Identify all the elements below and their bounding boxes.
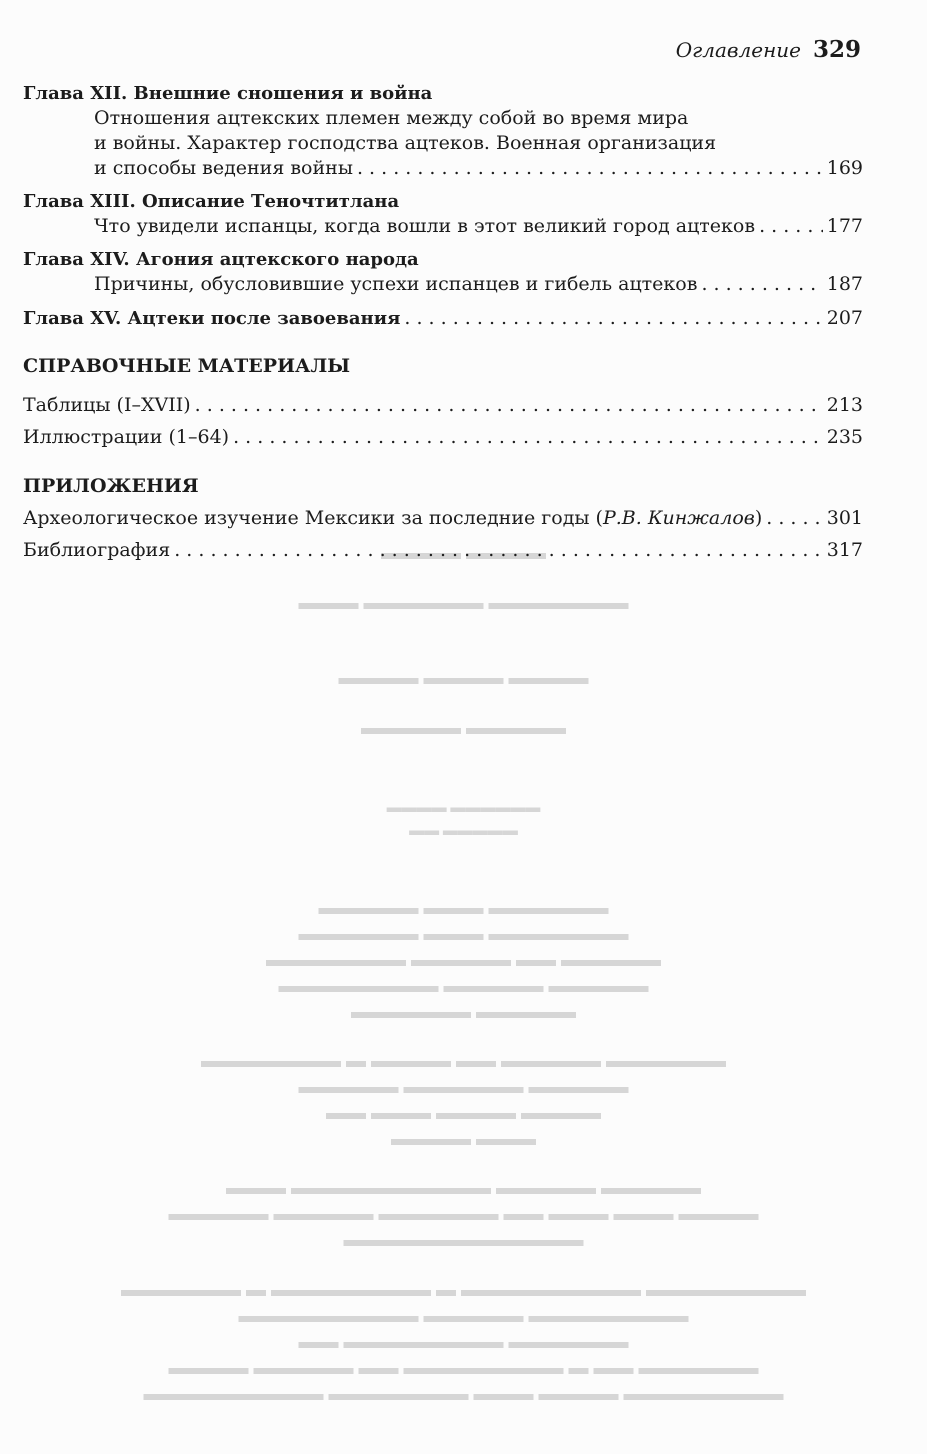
chapter-13-entry <box>94 214 863 239</box>
chapter-12-page: 169 <box>826 157 863 179</box>
archaeology-author: Р.В. Кинжалов <box>602 507 755 529</box>
chapter-12-desc-line-1: Отношения ацтекских племен между собой во время мира <box>94 107 689 129</box>
reference-heading: СПРАВОЧНЫЕ МАТЕРИАЛЫ <box>23 355 351 377</box>
header-page-number: 329 <box>812 36 861 63</box>
archaeology-text: Археологическое изучение Мексики за последние годы ( <box>23 507 603 529</box>
appendix-entry-archaeology <box>23 506 863 531</box>
illustrations-label: Иллюстрации (1–64) <box>23 426 230 448</box>
book-page: ▬▬▬▬ ▬▬▬▬ ▬▬▬ ▬▬▬▬▬▬ ▬▬▬▬▬▬▬ ▬▬▬▬ ▬▬▬▬ ▬▬▬▬ ▬▬▬▬▬ ▬▬▬▬▬ ▬▬▬▬ ▬▬▬▬▬▬ ▬▬ ▬▬▬▬▬ ▬▬▬▬▬ ▬▬▬ ▬▬▬▬▬▬ ▬▬▬▬▬▬ ▬▬▬ ▬▬▬▬▬▬▬ ▬▬▬▬▬▬▬ ▬▬▬▬▬ ▬▬ ▬▬▬▬▬ ▬▬▬▬▬▬▬▬ ▬▬▬▬▬ ▬▬▬▬▬ ▬▬▬▬▬▬ ▬▬▬▬▬ ▬▬▬▬▬▬▬ ▬ ▬▬▬▬ ▬▬ ▬▬▬▬▬ ▬▬▬▬▬▬ ▬▬▬▬▬ ▬▬▬▬▬▬ ▬▬▬▬▬ ▬▬ ▬▬▬ ▬▬▬▬ ▬▬▬▬ ▬▬▬▬ ▬▬▬ ▬▬▬ ▬▬▬▬▬▬▬▬▬▬ ▬▬▬▬▬ ▬▬▬▬▬ ▬▬▬▬▬ ▬▬▬▬▬ ▬▬▬▬▬▬ ▬▬ ▬▬▬ ▬▬▬ ▬▬▬▬ ▬▬▬▬▬▬▬▬▬▬▬▬ ▬▬▬▬▬▬ ▬ ▬▬▬▬▬▬▬▬ ▬ ▬▬▬▬▬▬▬▬▬ ▬▬▬▬▬▬▬▬ ▬▬▬▬▬▬▬▬▬ ▬▬▬▬▬ ▬▬▬▬▬▬▬▬ ▬▬ ▬▬▬▬▬▬▬▬ ▬▬▬▬▬▬ ▬▬▬▬ ▬▬▬▬▬ ▬▬ ▬▬▬▬▬▬▬▬ ▬ ▬▬ ▬▬▬▬▬▬ ▬▬▬▬▬▬▬▬▬ ▬▬▬▬▬▬▬ ▬▬▬ ▬▬▬▬ ▬▬▬▬▬▬▬▬ Оглавление 329 Глава XII. Внешние сношения и война Отношения ацтекских племен между собой во время мира и войны. Характер господства ацтеков. Военная организация и способы ведения войны . . . 169 Глава XIII. Описание Теночтитлана Что увидели испанцы, когда вошли в этот великий город ацтеков . . . 177 Глава XIV. Агония ацтекского народа Причины, обусловившие успехи испанцев и гибель ацтеков . . . 187 Глава XV. Ацтеки после завоевания . . . 207 СПРАВОЧНЫЕ МАТЕРИАЛЫ Таблицы (I–XVII) . . . 213 Иллюстрации (1–64) . . . 235 ПРИЛОЖЕНИЯ Археологическое изучение Мексики за последние годы (Р.В. Кинжалов) . . . 301 Библиография . . . 317 <box>0 0 927 1454</box>
reference-entry-illustrations <box>23 425 863 450</box>
illustrations-page: 235 <box>826 426 863 448</box>
tables-page: 213 <box>826 394 863 416</box>
chapter-15-entry <box>23 306 863 331</box>
chapter-15-title: Глава XV. Ацтеки после завоевания <box>23 308 401 329</box>
chapter-13-desc: Что увидели испанцы, когда вошли в этот великий город ацтеков <box>94 215 756 237</box>
chapter-13-page: 177 <box>826 215 863 237</box>
bibliography-label: Библиография <box>23 539 171 561</box>
chapter-12-desc-line-2: и войны. Характер господства ацтеков. Военная организация <box>94 132 717 154</box>
header-section-name: Оглавление <box>675 38 801 62</box>
dot-leader <box>233 425 823 450</box>
chapter-12-entry <box>94 156 863 181</box>
chapter-15-page: 207 <box>826 307 863 329</box>
appendix-heading: ПРИЛОЖЕНИЯ <box>23 475 199 497</box>
dot-leader <box>759 214 823 239</box>
chapter-14-entry <box>94 272 863 297</box>
appendix-entry-bibliography <box>23 538 863 563</box>
bibliography-page: 317 <box>826 539 863 561</box>
chapter-12-desc-line-3: и способы ведения войны <box>94 157 353 179</box>
chapter-13-title: Глава XIII. Описание Теночтитлана <box>23 191 400 212</box>
dot-leader <box>766 506 823 531</box>
chapter-14-title: Глава XIV. Агония ацтекского народа <box>23 249 419 270</box>
archaeology-label <box>23 506 762 531</box>
archaeology-text-after: ) <box>754 507 763 529</box>
dot-leader <box>404 306 822 331</box>
dot-leader <box>195 393 823 418</box>
dot-leader <box>357 156 823 181</box>
archaeology-page: 301 <box>826 507 863 529</box>
dot-leader <box>701 272 822 297</box>
chapter-12-title: Глава XII. Внешние сношения и война <box>23 83 433 104</box>
reference-entry-tables <box>23 393 863 418</box>
chapter-14-page: 187 <box>826 273 863 295</box>
tables-label: Таблицы (I–XVII) <box>23 394 191 416</box>
running-header <box>676 36 861 63</box>
dot-leader <box>174 538 823 563</box>
chapter-14-desc: Причины, обусловившие успехи испанцев и гибель ацтеков <box>94 273 698 295</box>
